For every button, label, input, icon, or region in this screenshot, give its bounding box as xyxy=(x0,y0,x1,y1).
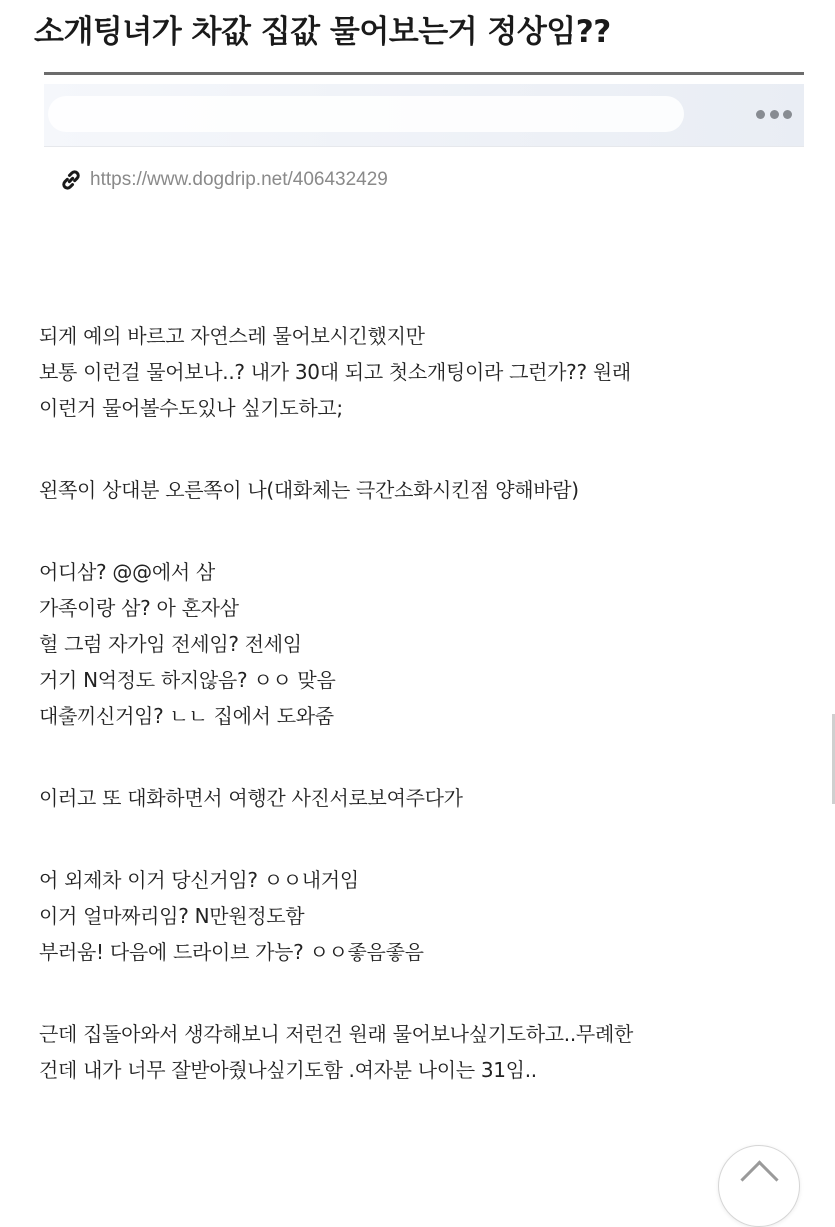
body-text-line: 헐 그럼 자가임 전세임? 전세임 xyxy=(39,632,302,656)
author-info-pill xyxy=(48,96,684,132)
paragraph xyxy=(39,554,819,734)
body-text-line: 가족이랑 삼? 아 혼자삼 xyxy=(39,596,239,620)
title-divider xyxy=(44,72,804,75)
body-text-line: 보통 이런걸 물어보나..? 내가 30대 되고 첫소개팅이라 그런가?? 원래 xyxy=(39,360,631,384)
paragraph xyxy=(39,862,819,970)
dot xyxy=(770,110,779,119)
body-text-line: 이러고 또 대화하면서 여행간 사진서로보여주다가 xyxy=(39,786,463,810)
paragraph xyxy=(39,1016,819,1088)
body-text-line: 근데 집돌아와서 생각해보니 저런건 원래 물어보나싶기도하고..무례한 xyxy=(39,1022,633,1046)
body-text-line: 건데 내가 너무 잘받아줬나싶기도함 .여자분 나이는 31임.. xyxy=(39,1058,537,1082)
body-text-line: 어디삼? @@에서 삼 xyxy=(39,560,215,584)
paragraph-gap xyxy=(39,734,819,780)
dot xyxy=(756,110,765,119)
more-dots-icon[interactable] xyxy=(756,104,792,124)
paragraph-gap xyxy=(39,816,819,862)
body-text-line: 되게 예의 바르고 자연스레 물어보시긴했지만 xyxy=(39,324,425,348)
dot xyxy=(783,110,792,119)
paragraph-gap xyxy=(39,426,819,472)
body-text-line: 왼쪽이 상대분 오른쪽이 나(대화체는 극간소화시킨점 양해바람) xyxy=(39,478,579,502)
body-text-line: 이런거 물어볼수도있나 싶기도하고; xyxy=(39,396,343,420)
chevron-up-icon xyxy=(740,1160,778,1198)
post-title: 소개팅녀가 차값 집값 물어보는거 정상임?? xyxy=(34,14,611,50)
body-text-line: 대출끼신거임? ㄴㄴ 집에서 도와줌 xyxy=(39,704,334,728)
scroll-to-top-button[interactable] xyxy=(718,1145,800,1227)
body-text-line: 어 외제차 이거 당신거임? ㅇㅇ내거임 xyxy=(39,868,359,892)
post-body xyxy=(39,318,819,1088)
paragraph xyxy=(39,780,819,816)
source-link-row xyxy=(58,164,388,196)
paragraph xyxy=(39,318,819,426)
link-icon xyxy=(58,167,84,193)
body-text-line: 거기 N억정도 하지않음? ㅇㅇ 맞음 xyxy=(39,668,336,692)
paragraph-gap xyxy=(39,970,819,1016)
body-text-line: 부러움! 다음에 드라이브 가능? ㅇㅇ좋음좋음 xyxy=(39,940,424,964)
source-url-link[interactable]: https://www.dogdrip.net/406432429 xyxy=(90,169,388,190)
paragraph-gap xyxy=(39,508,819,554)
post-meta-bar xyxy=(44,84,804,147)
paragraph xyxy=(39,472,819,508)
body-text-line: 이거 얼마짜리임? N만원정도함 xyxy=(39,904,305,928)
